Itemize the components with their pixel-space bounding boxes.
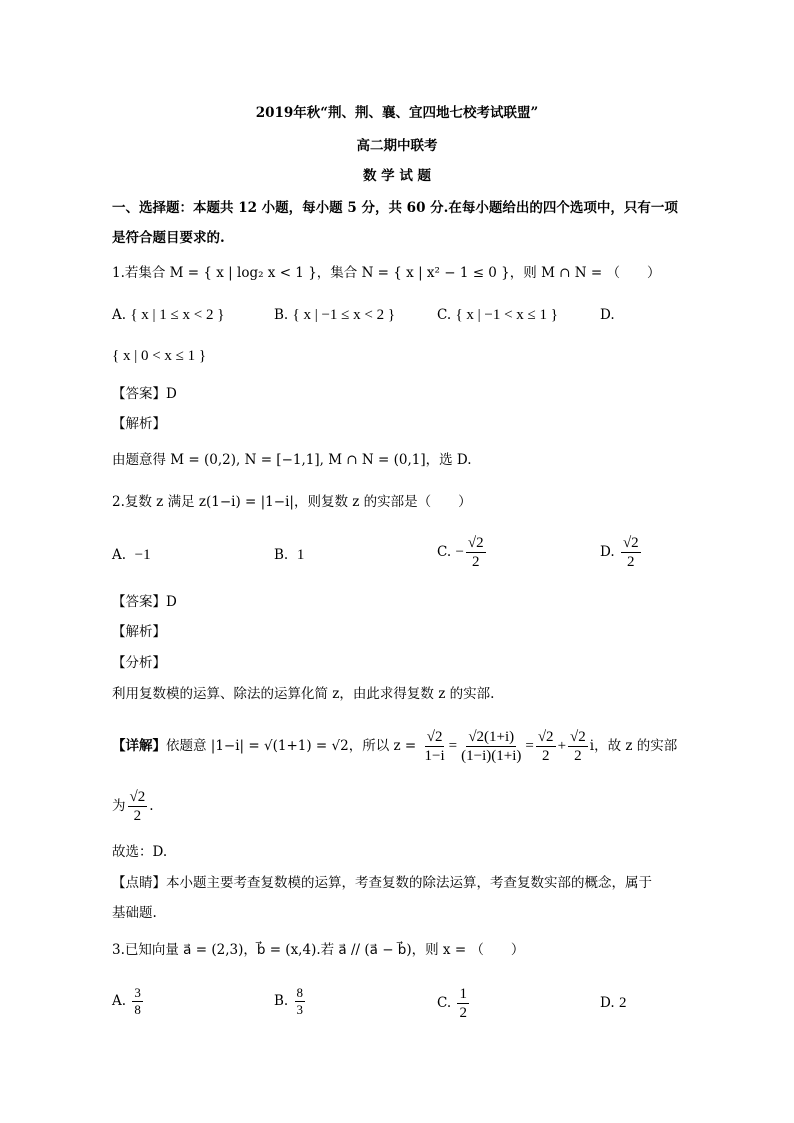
fraction <box>295 985 306 1018</box>
q2-dianjing-line2: 基础题. <box>112 905 157 921</box>
q1-analysis-label: 【解析】 <box>112 416 166 432</box>
option-label: D. <box>600 995 615 1011</box>
q2-option-a <box>112 545 151 565</box>
fraction-denominator: 2 <box>472 554 480 570</box>
fraction-denominator: 2 <box>133 808 142 824</box>
option-label: B. <box>274 307 289 323</box>
q2-fenxi: 利用复数模的运算、除法的运算化简 z，由此求得复数 z 的实部. <box>112 686 495 702</box>
q1-option-d-text: { x | 0 < x ≤ 1 } <box>112 348 207 364</box>
fraction-numerator: 8 <box>296 985 304 1000</box>
fraction-numerator: √2 <box>570 729 586 745</box>
q2-detail-cont <box>112 788 154 825</box>
q1-option-a <box>112 305 224 325</box>
section-heading-line2: 是符合题目要求的. <box>112 230 225 246</box>
q1-option-d-label: D. <box>600 307 615 323</box>
option-label: C. <box>437 307 452 323</box>
option-text: −1 <box>134 547 151 563</box>
fraction-denominator: 2 <box>541 748 550 764</box>
fraction-numerator: √2 <box>622 535 639 551</box>
option-text: { x | −1 < x ≤ 1 } <box>455 307 558 323</box>
option-sign: − <box>455 544 464 560</box>
option-label: A. <box>112 307 127 323</box>
q1-option-b <box>274 305 395 325</box>
exam-name: 数 学 试 题 <box>362 168 432 184</box>
option-label: A. <box>112 993 127 1009</box>
q2-dianjing-line1: 【点睛】本小题主要考查复数模的运算，考查复数的除法运算，考查复数实部的概念，属于 <box>112 875 652 891</box>
equals-sign: = <box>448 738 458 754</box>
detail-text-b: i，故 z 的实部 <box>589 738 678 754</box>
q3-option-a <box>112 985 145 1018</box>
fraction-1 <box>423 728 447 765</box>
fraction-2 <box>459 728 523 765</box>
option-label: A. <box>112 547 127 563</box>
section-heading-line1: 一、选择题：本题共 12 小题，每小题 5 分，共 60 分.在每小题给出的四个选项中，只有一项 <box>112 200 678 216</box>
fraction <box>132 985 143 1018</box>
fraction <box>457 985 469 1022</box>
q2-analysis-label: 【解析】 <box>112 624 166 640</box>
option-label: B. <box>274 993 289 1009</box>
q1-analysis: 由题意得 M = (0,2), N = [−1,1], M ∩ N = (0,1]，选 D. <box>112 452 472 468</box>
q3-option-c <box>437 985 471 1022</box>
option-label: C. <box>437 544 452 560</box>
q2-option-d <box>600 534 643 571</box>
fraction-5 <box>128 788 148 825</box>
q2-stem: 2.复数 z 满足 z(1−i) = |1−i|，则复数 z 的实部是（ ） <box>112 494 472 510</box>
q3-stem: 3.已知向量 a⃗ = (2,3)，b⃗ = (x,4).若 a⃗ // (a⃗ − b⃗)，则 x = （ ） <box>112 942 525 958</box>
option-text: { x | 1 ≤ x < 2 } <box>130 307 225 323</box>
q2-guxuan: 故选：D. <box>112 844 168 860</box>
equals-sign: = <box>525 738 534 754</box>
fraction-denominator: 3 <box>296 1002 304 1017</box>
q2-detail <box>112 728 677 765</box>
q2-option-b <box>274 545 304 565</box>
fraction <box>466 534 486 571</box>
q3-option-b <box>274 985 307 1018</box>
fraction-numerator: √2 <box>426 729 443 745</box>
fraction-4 <box>568 728 588 765</box>
fraction-numerator: √2 <box>129 789 146 805</box>
fraction-numerator: 3 <box>134 985 141 1000</box>
plus-sign: + <box>557 738 567 754</box>
exam-title: 2019年秋“荆、荆、襄、宜四地七校考试联盟” <box>255 105 539 121</box>
fraction-numerator: √2(1+i) <box>468 729 515 745</box>
option-text: 2 <box>618 995 627 1011</box>
fraction-denominator: (1−i)(1+i) <box>461 748 522 764</box>
detail-text-a: 依题意 |1−i| = √(1+1) = √2，所以 z = <box>166 738 417 754</box>
fraction-denominator: 2 <box>459 1005 467 1021</box>
fraction-numerator: 1 <box>459 986 467 1002</box>
wei-text: 为 <box>112 798 126 814</box>
fraction-numerator: √2 <box>467 535 484 551</box>
fraction <box>621 534 641 571</box>
fraction-3 <box>536 728 556 765</box>
exam-subtitle: 高二期中联考 <box>356 138 438 154</box>
fraction-denominator: 1−i <box>424 748 445 764</box>
fraction-denominator: 2 <box>627 554 635 570</box>
option-text: { x | −1 ≤ x < 2 } <box>292 307 396 323</box>
period: . <box>149 798 154 814</box>
q1-answer: 【答案】D <box>112 386 177 402</box>
q2-option-c <box>437 534 488 571</box>
fraction-numerator: √2 <box>537 729 554 745</box>
option-label: D. <box>600 544 615 560</box>
fraction-denominator: 2 <box>574 748 582 764</box>
q1-option-c <box>437 305 558 325</box>
fraction-denominator: 8 <box>134 1002 141 1017</box>
q1-stem: 1.若集合 M = { x | log₂ x < 1 }，集合 N = { x | x² − 1 ≤ 0 }，则 M ∩ N = （ ） <box>112 265 661 281</box>
option-text: 1 <box>296 547 305 563</box>
q2-fenxi-label: 【分析】 <box>112 655 166 671</box>
detail-label: 【详解】 <box>112 738 166 754</box>
q2-answer: 【答案】D <box>112 594 177 610</box>
option-label: B. <box>274 547 289 563</box>
option-label: C. <box>437 995 452 1011</box>
q3-option-d <box>600 993 626 1013</box>
